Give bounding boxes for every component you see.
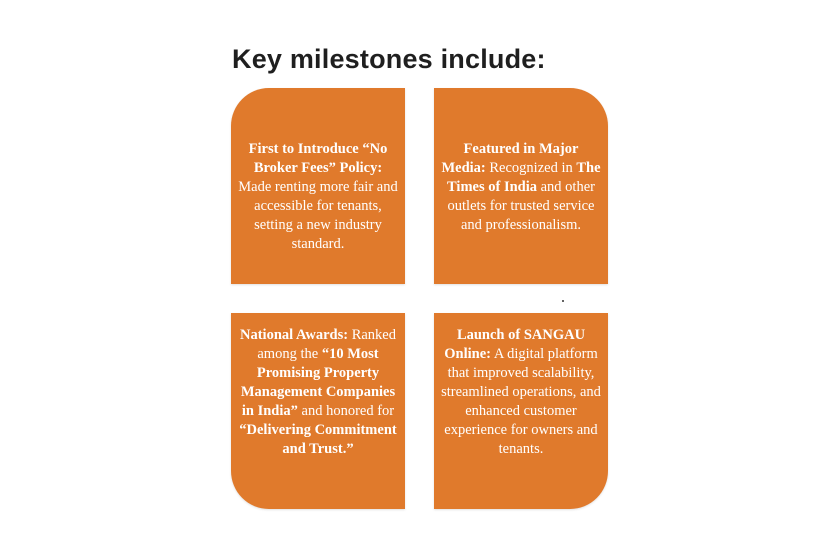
card-body: and other outlets for trusted service and professionalism. [447, 179, 595, 233]
page-title: Key milestones include: [232, 44, 546, 74]
card-body: A digital platform that improved scalability, streamlined operations, and enhanced customer experience for owners and tenants. [441, 346, 601, 457]
card-heading: Featured in Major Media: [441, 141, 579, 176]
card-body: Made renting more fair and accessible for tenants, setting a new industry standard. [238, 179, 398, 252]
card-highlight: The Times of India [447, 160, 601, 195]
card-body: and honored for [301, 403, 395, 419]
milestone-card-media [434, 88, 608, 284]
milestone-card-online-launch [434, 313, 608, 509]
card-heading: First to Introduce “No Broker Fees” Policy: [248, 141, 388, 176]
milestone-card-no-broker-fees [231, 88, 405, 284]
card-highlight: “10 Most Promising Property Management Companies in India” [240, 346, 396, 419]
card-body: Recognized in [489, 160, 573, 176]
milestone-card-awards [231, 313, 405, 509]
card-heading: National Awards: [239, 327, 349, 343]
card-body: Ranked among the [257, 327, 396, 362]
card-heading: Launch of SANGAU Online: [444, 327, 586, 362]
stray-dot [562, 300, 564, 302]
card-highlight: “Delivering Commitment and Trust.” [239, 422, 397, 457]
